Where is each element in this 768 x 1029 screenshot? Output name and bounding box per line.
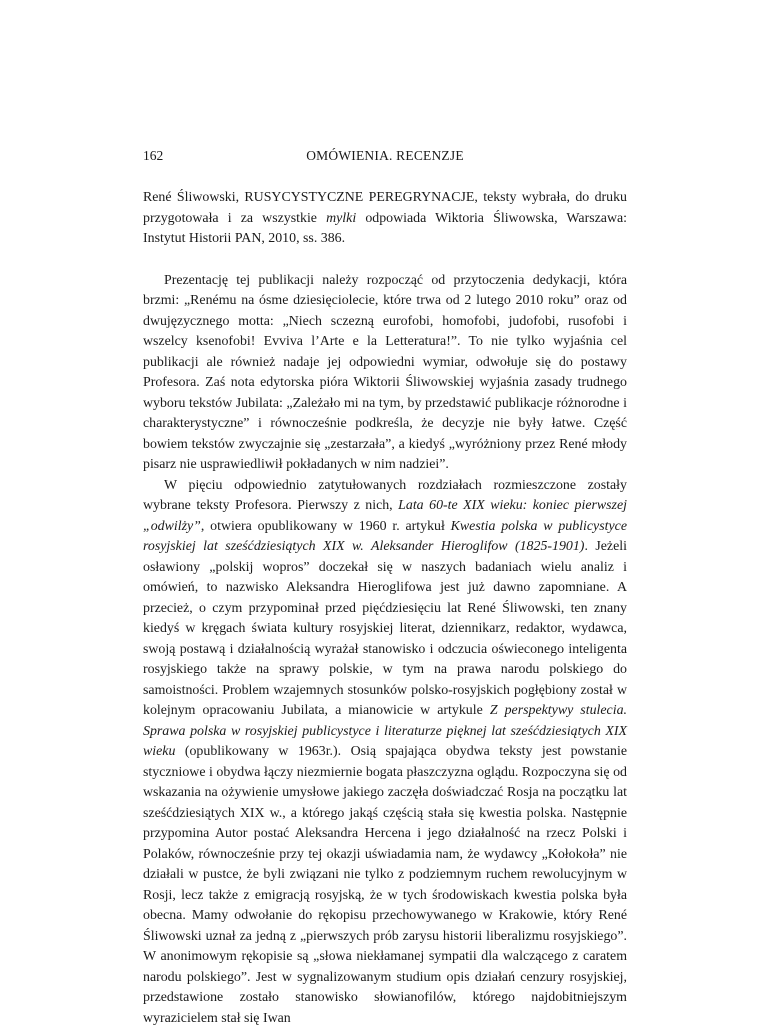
article-title: Z perspektywy stulecia. Sprawa polska w rosyjskiej publicystyce i literaturze pięknej lat sześćdziesiątych XIX wieku <box>143 703 627 759</box>
review-body <box>143 271 627 1029</box>
paragraph-text: . Jeżeli osławiony „polskij wopros” doczekał się w naszych badaniach wielu analiz i omówień, to nazwisko Aleksandra Hieroglifowa jest już dawno zapomniane. A przecież, o czym przypominał przed pięćdziesięciu lat René Śliwowski, ten znany kiedyś w kręgach świata kultury rosyjskiej literat, dziennikarz, redaktor, wydawca, swoją postawą i działalnością wyrażał stanowisko i odczucia oświeconego inteligenta rosyjskiego także na sprawy polskie, w tym na prawa narodu polskiego do samoistności. Problem wzajemnych stosunków polsko-rosyjskich pogłębiony został w kolejnym opracowaniu Jubilata, a mianowicie w artykule <box>143 539 627 718</box>
article-title: Kwestia polska w publicystyce rosyjskiej lat sześćdziesiątych XIX w. Aleksander Hieroglifow (1825-1901) <box>143 519 627 555</box>
running-head <box>143 148 627 168</box>
citation-italic-word: mylki <box>326 211 356 226</box>
citation-author-title: René Śliwowski, RUSYCYSTYCZNE PEREGRYNACJE, teksty wybrała, do druku przygotowała i za wszystkie <box>143 190 627 226</box>
page <box>143 148 627 1029</box>
citation-publisher: odpowiada Wiktoria Śliwowska, Warszawa: Instytut Historii PAN, 2010, ss. 386. <box>143 211 627 247</box>
paragraph-text: (opublikowany w 1963r.). Osią spajająca obydwa teksty jest powstanie styczniowe i obydwa łączy niezmiernie bogata płaszczyzna oglądu. Rozpoczyna się od wskazania na ożywienie umysłowe jakiego zaczęła doświadczać Rosja na początku lat sześćdziesiątych XIX w., a którego jakąś częścią stała się kwestia polska. Następnie przypomina Autor postać Aleksandra Hercena i jego działalność na rzecz Polski i Polaków, równocześnie przy tej okazji uświadamia nam, że wydawcy „Kołokoła” nie działali w pustce, że byli związani nie tylko z podziemnym ruchem rewolucyjnym w Rosji, lecz także z emigracją rosyjską, że w tych środowiskach kwestia polska była obecna. Mamy odwołanie do rękopisu przechowywanego w Krakowie, który René Śliwowski uznał za jedną z „pierwszych prób zarysu historii liberalizmu rosyjskiego”. W anonimowym rękopisie są „słowa niekłamanej sympatii dla walczącego z caratem narodu polskiego”. Jest w sygnalizowanym studium opis działań cenzury rosyjskiej, przedstawione zostało stanowisko słowianofilów, którego najdobitniejszym wyrazicielem stał się Iwan <box>143 744 627 1026</box>
paragraph-chapters <box>143 476 627 1029</box>
running-title: OMÓWIENIA. RECENZJE <box>143 148 627 164</box>
book-citation <box>143 188 627 250</box>
paragraph-text: , otwiera opublikowany w 1960 r. artykuł <box>201 519 451 534</box>
paragraph-text: W pięciu odpowiednio zatytułowanych rozdziałach rozmieszczone zostały wybrane teksty Profesora. Pierwszy z nich, <box>143 478 627 514</box>
chapter-title: Lata 60-te XIX wieku: koniec pierwszej „odwilży” <box>143 498 627 534</box>
page-number: 162 <box>143 148 163 164</box>
paragraph-dedication: Prezentację tej publikacji należy rozpocząć od przytoczenia dedykacji, która brzmi: „Renému na ósme dziesięciolecie, które trwa od 2 lutego 2010 roku” oraz od dwujęzycznego motta: „Niech sczezną eurofobi, homofobi, judofobi, rusofobi i wszelcy ksenofobi! Evviva l’Arte e la Letteratura!”. To nie tylko wyjaśnia cel publikacji ale również nadaje jej odpowiedni wymiar, odwołuje się do postawy Profesora. Zaś nota edytorska pióra Wiktorii Śliwowskiej wyjaśnia zasady trudnego wyboru tekstów Jubilata: „Zależało mi na tym, by przedstawić publikacje różnorodne i charakterystyczne” i równocześnie podkreśla, że decyzje nie były łatwe. Część bowiem tekstów zwyczajnie się „zestarzała”, a kiedyś „wyróżniony przez René młody pisarz nie usprawiedliwił pokładanych w nim nadziei”. <box>143 271 627 476</box>
